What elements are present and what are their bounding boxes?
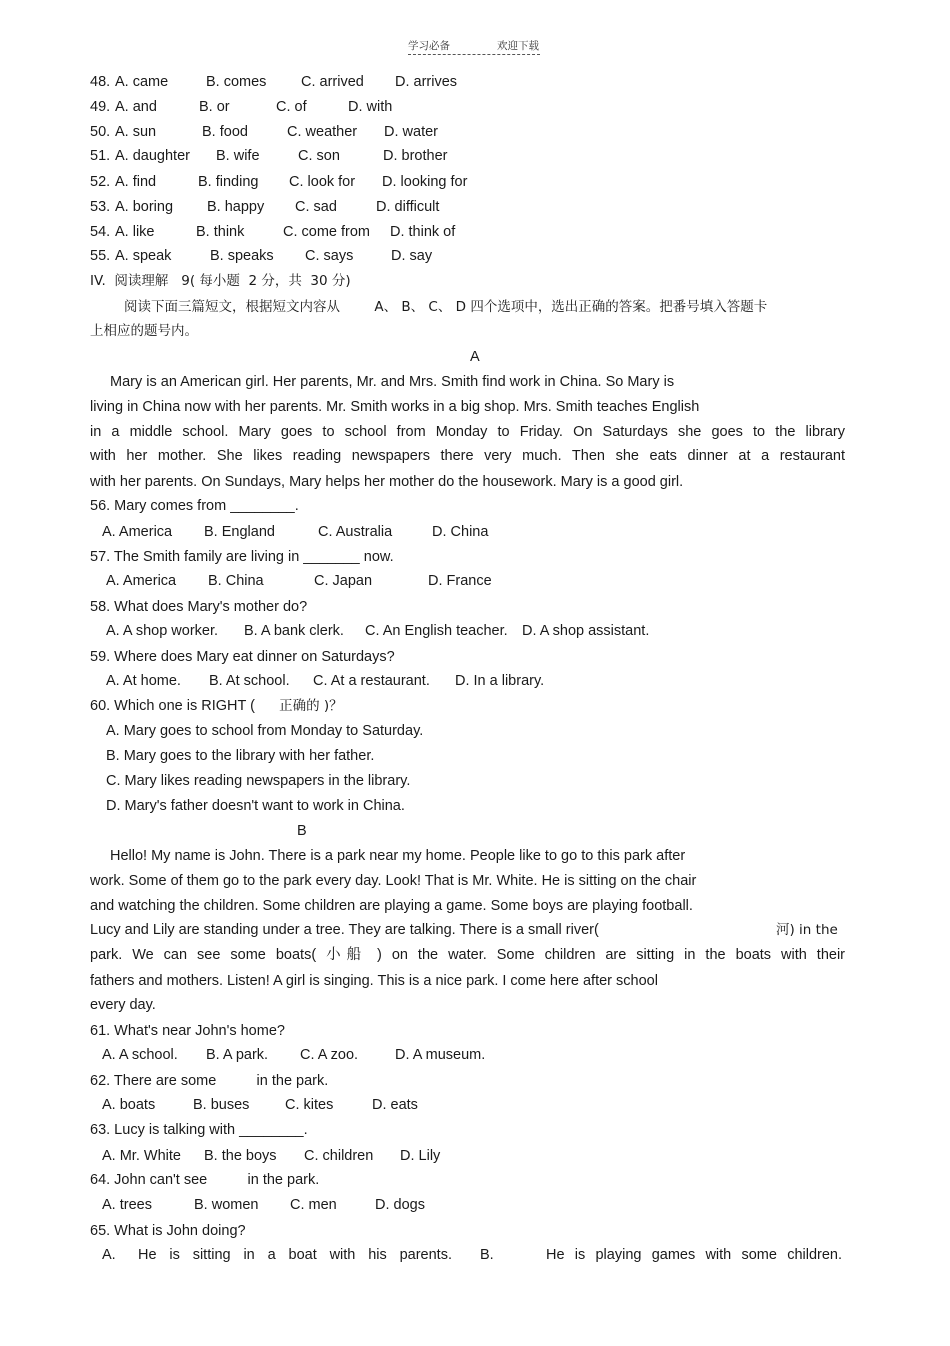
option: C. A zoo. — [300, 1047, 359, 1063]
passage-a-label: A — [470, 349, 480, 365]
option: A. and — [115, 99, 157, 115]
option: D. with — [348, 99, 393, 115]
q60-stem-suffix: )？ — [319, 698, 343, 714]
question-stem: 65. What is John doing? — [90, 1223, 246, 1239]
option: B. wife — [216, 148, 260, 164]
question-stem: 63. Lucy is talking with ________. — [90, 1122, 308, 1138]
passage-a-line: with her parents. On Sundays, Mary helps her mother do the housework. Mary is a good girl. — [90, 474, 684, 490]
option-row — [0, 1096, 950, 1114]
option: B. — [480, 1247, 494, 1263]
option-row — [0, 1046, 950, 1064]
option: B. comes — [206, 74, 267, 90]
section-title: IV. 阅读理解 9( 每小题 2 分，共 30 分) — [90, 273, 351, 289]
option: D. looking for — [382, 174, 468, 190]
option: B. buses — [193, 1097, 250, 1113]
option: B. speaks — [210, 248, 274, 264]
option: C. Japan — [314, 573, 373, 589]
passage-a-line: living in China now with her parents. Mr. Smith works in a big shop. Mrs. Smith teaches English — [90, 399, 700, 415]
q60-stem-cjk: 正确的 — [279, 698, 320, 714]
option-row — [0, 622, 950, 640]
section-instruction-2: 上相应的题号内。 — [90, 323, 198, 339]
option: A. sun — [115, 124, 157, 140]
passage-b-line: work. Some of them go to the park every day. Look! That is Mr. White. He is sitting on the chair — [90, 873, 697, 889]
option: A. trees — [102, 1197, 152, 1213]
passage-b-line: Hello! My name is John. There is a park near my home. People like to go to this park after — [110, 848, 686, 864]
option: C. men — [290, 1197, 337, 1213]
option: A. like — [115, 224, 155, 240]
question-stem: 61. What's near John's home? — [90, 1023, 285, 1039]
option: C. weather — [287, 124, 358, 140]
option: A. came — [115, 74, 169, 90]
option: C. arrived — [301, 74, 364, 90]
option: C. says — [305, 248, 354, 264]
passage-a-line: Mary is an American girl. Her parents, Mr. and Mrs. Smith find work in China. So Mary is — [110, 374, 675, 390]
option: D. Lily — [400, 1148, 441, 1164]
option-row — [0, 1147, 950, 1165]
header-left: 学习必备 — [408, 40, 450, 52]
option: C. son — [298, 148, 340, 164]
option: D. eats — [372, 1097, 418, 1113]
cloze-question-row — [0, 198, 950, 216]
question-stem: 64. John can't see in the park. — [90, 1172, 320, 1188]
option: D. difficult — [376, 199, 440, 215]
option: B. China — [208, 573, 264, 589]
header-right: 欢迎下载 — [497, 40, 539, 52]
option: B. England — [204, 524, 275, 540]
question-number: 48. — [90, 74, 111, 90]
option: A. A school. — [102, 1047, 178, 1063]
option: C. At a restaurant. — [313, 673, 430, 689]
option: B. finding — [198, 174, 259, 190]
question-number: 50. — [90, 124, 111, 140]
option: C. children — [304, 1148, 374, 1164]
option: D. China — [432, 524, 489, 540]
question-number: 54. — [90, 224, 111, 240]
cloze-question-row — [0, 147, 950, 165]
q60-option: C. Mary likes reading newspapers in the library. — [106, 773, 411, 789]
option: D. A museum. — [395, 1047, 486, 1063]
q60-stem — [90, 697, 343, 715]
option: C. of — [276, 99, 307, 115]
cloze-question-row — [0, 98, 950, 116]
passage-a-line: with her mother. She likes reading newspapers there very much. Then she eats dinner at a restaurant — [90, 448, 845, 464]
option: D. In a library. — [455, 673, 545, 689]
option: D. say — [391, 248, 433, 264]
question-stem: 62. There are some in the park. — [90, 1073, 329, 1089]
option: A. A shop worker. — [106, 623, 219, 639]
question-stem: 57. The Smith family are living in _______ now. — [90, 549, 394, 565]
cloze-question-row — [0, 223, 950, 241]
passage-b-line-end: 河) in the — [776, 922, 838, 938]
q60-option: A. Mary goes to school from Monday to Saturday. — [106, 723, 424, 739]
option-row — [0, 523, 950, 541]
option: D. dogs — [375, 1197, 425, 1213]
option: He is sitting in a boat with his parents. — [138, 1247, 452, 1263]
option: A. boats — [102, 1097, 156, 1113]
question-number: 49. — [90, 99, 111, 115]
header-divider — [408, 54, 540, 55]
option: B. food — [202, 124, 248, 140]
question-number: 53. — [90, 199, 111, 215]
option: A. At home. — [106, 673, 181, 689]
option: A. speak — [115, 248, 172, 264]
option: A. Mr. White — [102, 1148, 181, 1164]
option: C. look for — [289, 174, 356, 190]
page-header — [0, 38, 950, 58]
passage-a-line: in a middle school. Mary goes to school from Monday to Friday. On Saturdays she goes to the library — [90, 424, 845, 440]
option-row — [0, 672, 950, 690]
cloze-question-row — [0, 173, 950, 191]
section-instruction-1: 阅读下面三篇短文，根据短文内容从 A、 B、 C、 D 四个选项中，选出正确的答案。把番号填入答题卡 — [124, 299, 768, 315]
cloze-question-row — [0, 123, 950, 141]
option: He is playing games with some children. — [546, 1247, 842, 1263]
question-stem: 59. Where does Mary eat dinner on Saturdays? — [90, 649, 395, 665]
question-stem: 56. Mary comes from ________. — [90, 498, 299, 514]
option: A. find — [115, 174, 157, 190]
option-row — [0, 572, 950, 590]
option: A. daughter — [115, 148, 190, 164]
option: B. A bank clerk. — [244, 623, 344, 639]
question-number: 55. — [90, 248, 111, 264]
option-row — [0, 1196, 950, 1214]
cloze-question-row — [0, 73, 950, 91]
option: C. An English teacher. — [365, 623, 508, 639]
option: D. water — [384, 124, 438, 140]
option: B. happy — [207, 199, 265, 215]
option: B. A park. — [206, 1047, 269, 1063]
passage-b-line: and watching the children. Some children are playing a game. Some boys are playing football. — [90, 898, 693, 914]
option: D. arrives — [395, 74, 458, 90]
option: B. or — [199, 99, 230, 115]
option: B. think — [196, 224, 245, 240]
question-number: 51. — [90, 148, 111, 164]
option: D. A shop assistant. — [522, 623, 650, 639]
question-stem: 58. What does Mary's mother do? — [90, 599, 308, 615]
option: A. America — [102, 524, 173, 540]
option: D. brother — [383, 148, 448, 164]
option: B. the boys — [204, 1148, 277, 1164]
option: C. come from — [283, 224, 371, 240]
option: B. women — [194, 1197, 259, 1213]
cloze-question-row — [0, 247, 950, 265]
passage-b-line: Lucy and Lily are standing under a tree. They are talking. There is a small river( — [90, 922, 599, 938]
option: A. boring — [115, 199, 174, 215]
passage-b-label: B — [297, 823, 307, 839]
passage-b-line: fathers and mothers. Listen! A girl is singing. This is a nice park. I come here after school — [90, 973, 658, 989]
question-number: 52. — [90, 174, 111, 190]
option: B. At school. — [209, 673, 290, 689]
passage-b-line: every day. — [90, 997, 156, 1013]
option: D. think of — [390, 224, 456, 240]
option: C. Australia — [318, 524, 393, 540]
option: C. sad — [295, 199, 337, 215]
option: D. France — [428, 573, 492, 589]
option-row — [0, 1246, 950, 1264]
option: C. kites — [285, 1097, 334, 1113]
option: A. — [102, 1247, 116, 1263]
q60-stem-prefix: 60. Which one is RIGHT ( — [90, 698, 255, 714]
q60-option: D. Mary's father doesn't want to work in China. — [106, 798, 405, 814]
passage-b-line: park. We can see some boats( 小船 ) on the water. Some children are sitting in the boats with their — [90, 947, 845, 963]
option: A. America — [106, 573, 177, 589]
q60-option: B. Mary goes to the library with her father. — [106, 748, 375, 764]
